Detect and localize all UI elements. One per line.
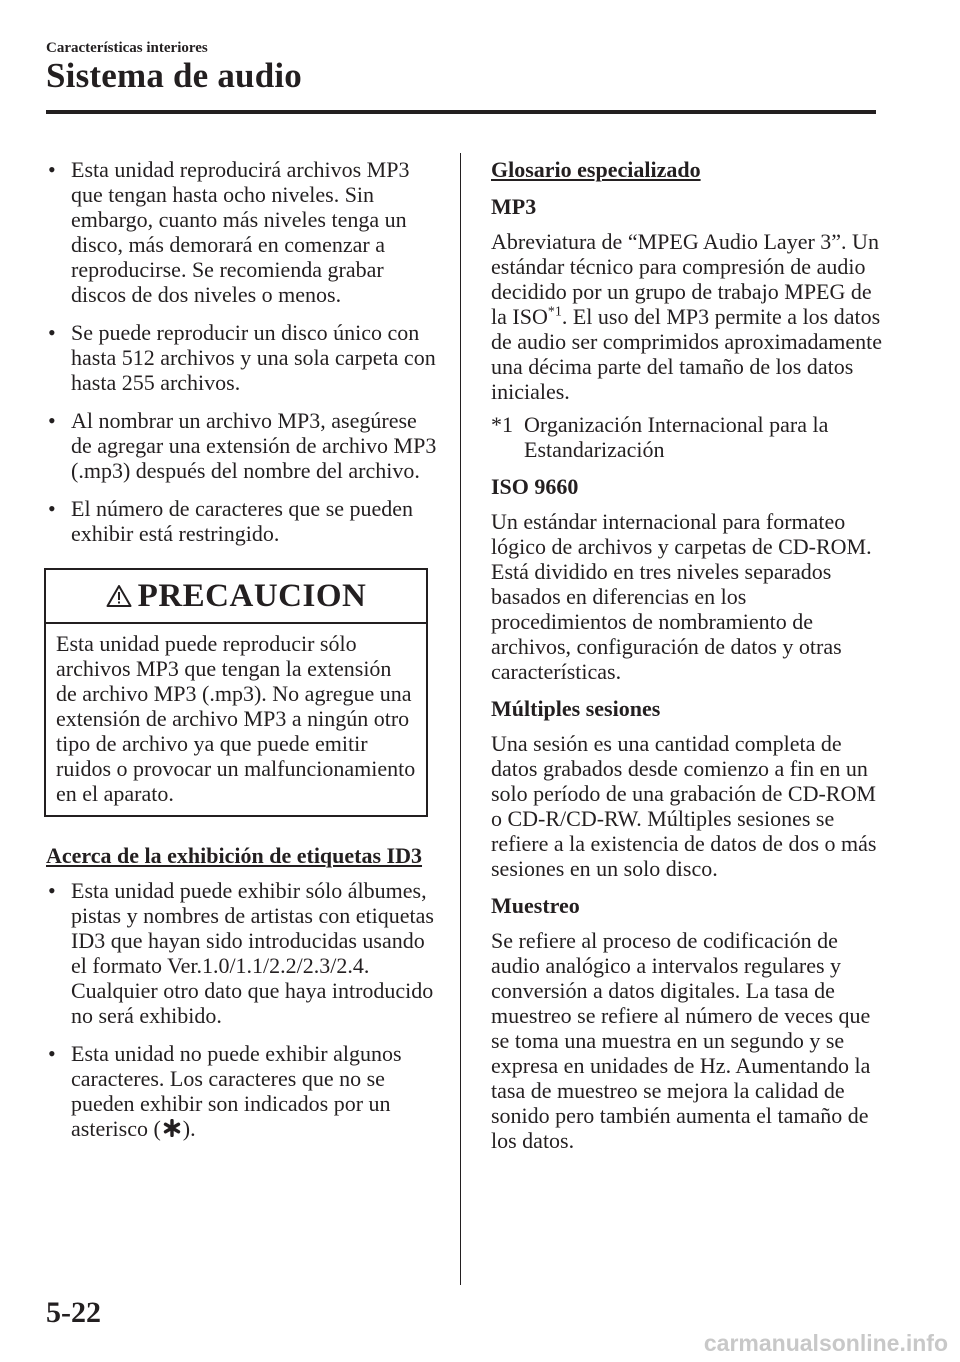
id3-notes-list [46, 878, 438, 1141]
mp3-notes-list [46, 157, 438, 546]
warning-triangle-icon [106, 584, 132, 608]
bullet-icon: • [48, 408, 56, 433]
column-divider [460, 153, 461, 1285]
glossary-def: Un estándar internacional para formateo lógico de archivos y carpetas de CD-ROM. Está dividido en tres niveles separados basados en diferencias en los procedimientos de nombramiento de archivos, configuración de datos y otras características. [491, 509, 872, 684]
bullet-icon: • [48, 320, 56, 345]
glossary-def: Una sesión es una cantidad completa de datos grabados desde comienzo a fin en un solo período de una grabación de CD-ROM o CD-R/CD-RW. Múltiples sesiones se refiere a la existencia de datos de dos o más sesiones en un solo disco. [491, 731, 877, 881]
glossary-heading: Glosario especializado [491, 157, 701, 182]
glossary-def-mp3: Abreviatura de “MPEG Audio Layer 3”. Un estándar técnico para compresión de audio decidido por un grupo de trabajo MPEG de la ISO$^{*1}$. El uso del MP3 permite a los datos de audio ser comprimidos aproximadamente una décima parte del tamaño de los datos iniciales. [491, 229, 882, 404]
id3-heading: Acerca de la exhibición de etiquetas ID3 [46, 843, 423, 868]
caution-header [46, 570, 426, 624]
list-item: • Esta unidad reproducirá archivos MP3 que tengan hasta ocho niveles. Sin embargo, cuanto más niveles tenga un disco, más demorará en comenzar a reproducirse. Se recomienda grabar discos de dos niveles o menos. [48, 157, 410, 307]
bullet-icon: • [48, 496, 56, 521]
list-item: • Esta unidad puede exhibir sólo álbumes, pistas y nombres de artistas con etiquetas ID3 que hayan sido introducidas usando el formato Ver.1.0/1.1/2.2/2.3/2.4. Cualquier otro dato que haya introducido no será exhibido. [48, 878, 434, 1028]
page-title: Sistema de audio [46, 56, 303, 95]
caution-text: Esta unidad puede reproducir sólo archivos MP3 que tengan la extensión de archivo MP3 (.mp3). No agregue una extensión de archivo MP3 a ningún otro tipo de archivo ya que puede emitir ruidos o provocar un malfuncionamiento en el aparato. [56, 631, 416, 806]
list-item: • Al nombrar un archivo MP3, asegúrese de agregar una extensión de archivo MP3 (.mp3) después del nombre del archivo. [48, 408, 437, 483]
glossary-term-mp3: MP3 [491, 194, 537, 219]
glossary-term: Múltiples sesiones [491, 696, 661, 721]
asterisk-icon [163, 1119, 181, 1137]
list-item: • Se puede reproducir un disco único con hasta 512 archivos y una sola carpeta con hasta 255 archivos. [48, 320, 436, 395]
bullet-icon: • [48, 878, 56, 903]
left-column [46, 157, 438, 1154]
list-item: • El número de caracteres que se pueden exhibir está restringido. [48, 496, 414, 546]
bullet-icon: • [48, 1041, 56, 1066]
glossary-term: ISO 9660 [491, 474, 579, 499]
caution-title: PRECAUCION [137, 577, 367, 614]
header-rule [46, 110, 876, 114]
page-number: 5-22 [46, 1296, 101, 1329]
bullet-icon: • [48, 157, 56, 182]
glossary-def: Se refiere al proceso de codificación de audio analógico a intervalos regulares y conversión a datos digitales. La tasa de muestreo se refiere al número de veces que se toma una muestra en un segundo y se expresa en unidades de Hz. Aumentando la tasa de muestreo se mejora la calidad de sonido pero también aumenta el tamaño de los datos. [491, 928, 871, 1153]
watermark: carmanualsonline.info [703, 1330, 948, 1356]
right-column [491, 157, 883, 1153]
footnote-ref: *1 [547, 304, 562, 320]
caution-box [44, 568, 428, 817]
section-label: Características interiores [46, 40, 208, 56]
glossary-term: Muestreo [491, 893, 580, 918]
list-item: • Esta unidad no puede exhibir algunos caracteres. Los caracteres que no se pueden exhibir son indicados por un asterisco ( ). [48, 1041, 402, 1141]
footnote: *1 Organización Internacional para la Estandarización [491, 412, 829, 462]
